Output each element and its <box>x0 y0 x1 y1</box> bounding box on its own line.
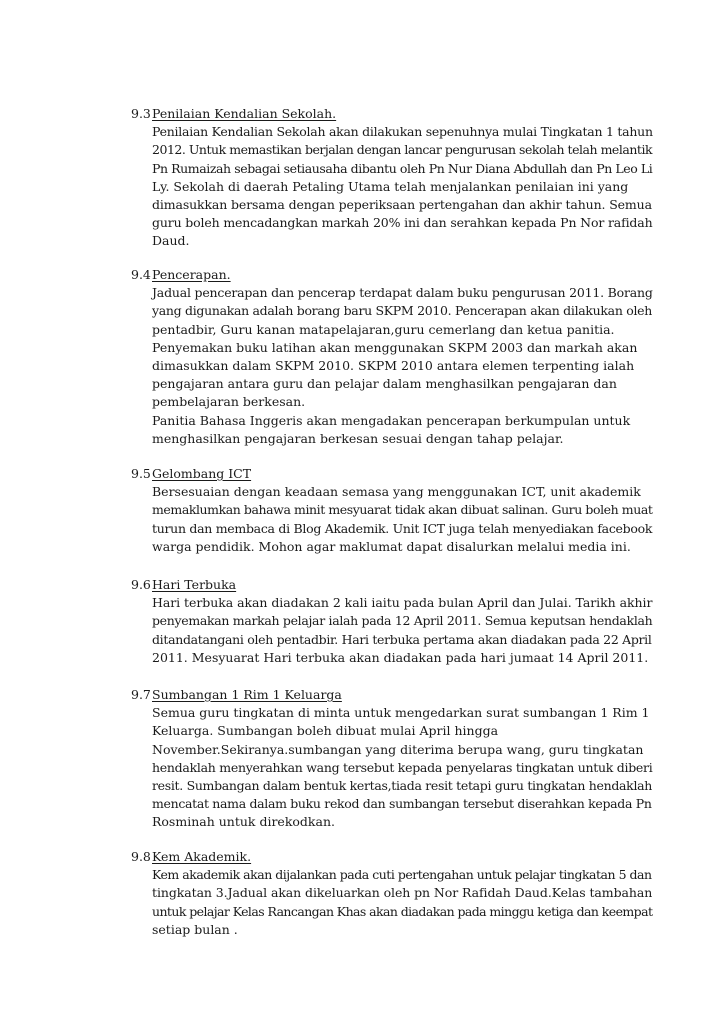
paragraph-line: Daud. <box>152 233 190 249</box>
paragraph-line: pembelajaran berkesan. <box>152 394 306 410</box>
section-9-8 <box>131 848 651 939</box>
paragraph-line: pengajaran antara guru dan pelajar dalam menghasilkan pengajaran dan <box>152 376 617 392</box>
paragraph-line: Semua guru tingkatan di minta untuk mengedarkan surat sumbangan 1 Rim 1 <box>152 705 650 721</box>
paragraph-line: Keluarga. Sumbangan boleh dibuat mulai April hingga <box>152 723 499 739</box>
paragraph-line: turun dan membaca di Blog Akademik. Unit ICT juga telah menyediakan facebook <box>152 520 653 536</box>
paragraph-line: dimasukkan dalam SKPM 2010. SKPM 2010 antara elemen terpenting ialah <box>152 358 635 374</box>
section-number: 9.6 <box>131 577 151 592</box>
section-body <box>152 576 651 667</box>
paragraph-line: memaklumkan bahawa minit mesyuarat tidak akan dibuat salinan. Guru boleh muat <box>152 502 653 518</box>
section-number: 9.7 <box>131 687 151 702</box>
paragraph-line: Pn Rumaizah sebagai setiausaha dibantu oleh Pn Nur Diana Abdullah dan Pn Leo Li <box>152 160 653 176</box>
paragraph-line: Bersesuaian dengan keadaan semasa yang menggunakan ICT, unit akademik <box>152 484 641 500</box>
section-9-6 <box>131 576 651 667</box>
paragraph-line: November.Sekiranya.sumbangan yang diterima berupa wang, guru tingkatan <box>152 741 644 757</box>
paragraph-line: warga pendidik. Mohon agar maklumat dapat disalurkan melalui media ini. <box>152 538 631 554</box>
paragraph-line: guru boleh mencadangkan markah 20% ini dan serahkan kepada Pn Nor rafidah <box>152 215 653 231</box>
paragraph-line: yang digunakan adalah borang baru SKPM 2010. Pencerapan akan dilakukan oleh <box>152 303 652 319</box>
section-9-4 <box>131 266 651 448</box>
section-body <box>152 686 651 832</box>
paragraph-line: Penyemakan buku latihan akan menggunakan SKPM 2003 dan markah akan <box>152 339 638 355</box>
paragraph-line: Jadual pencerapan dan pencerap terdapat dalam buku pengurusan 2011. Borang <box>152 285 653 301</box>
section-heading: Pencerapan. <box>152 267 231 282</box>
paragraph-line: untuk pelajar Kelas Rancangan Khas akan diadakan pada minggu ketiga dan keempat <box>152 903 653 919</box>
paragraph-line: pentadbir, Guru kanan matapelajaran,guru cemerlang dan ketua panitia. <box>152 321 615 337</box>
section-heading: Gelombang ICT <box>152 466 252 481</box>
section-heading: Hari Terbuka <box>152 577 237 592</box>
section-body <box>152 105 651 251</box>
section-number: 9.8 <box>131 849 151 864</box>
section-heading: Penilaian Kendalian Sekolah. <box>152 106 337 121</box>
paragraph-line: Hari terbuka akan diadakan 2 kali iaitu pada bulan April dan Julai. Tarikh akhir <box>152 595 653 611</box>
paragraph-line: tingkatan 3.Jadual akan dikeluarkan oleh pn Nor Rafidah Daud.Kelas tambahan <box>152 885 653 901</box>
section-number: 9.4 <box>131 267 151 282</box>
section-heading: Kem Akademik. <box>152 849 252 864</box>
paragraph-line: setiap bulan . <box>152 921 238 937</box>
section-body <box>152 848 651 939</box>
section-number: 9.3 <box>131 106 151 121</box>
paragraph-line: Kem akademik akan dijalankan pada cuti pertengahan untuk pelajar tingkatan 5 dan <box>152 867 652 883</box>
section-9-3 <box>131 105 651 251</box>
section-9-5 <box>131 465 651 556</box>
section-body <box>152 465 651 556</box>
paragraph-line: Rosminah untuk direkodkan. <box>152 814 335 830</box>
paragraph-line: menghasilkan pengajaran berkesan sesuai dengan tahap pelajar. <box>152 430 564 446</box>
section-9-7 <box>131 686 651 832</box>
paragraph-line: mencatat nama dalam buku rekod dan sumbangan tersebut diserahkan kepada Pn <box>152 796 652 812</box>
paragraph-line: Ly. Sekolah di daerah Petaling Utama telah menjalankan penilaian ini yang <box>152 178 629 194</box>
paragraph-line: 2012. Untuk memastikan berjalan dengan lancar pengurusan sekolah telah melantik <box>152 142 653 158</box>
paragraph-line: dimasukkan bersama dengan peperiksaan pertengahan dan akhir tahun. Semua <box>152 197 652 213</box>
paragraph-line: Penilaian Kendalian Sekolah akan dilakukan sepenuhnya mulai Tingkatan 1 tahun <box>152 124 653 140</box>
paragraph-line: Panitia Bahasa Inggeris akan mengadakan pencerapan berkumpulan untuk <box>152 412 631 428</box>
paragraph-line: resit. Sumbangan dalam bentuk kertas,tiada resit tetapi guru tingkatan hendaklah <box>152 778 653 794</box>
paragraph-line: penyemakan markah pelajar ialah pada 12 April 2011. Semua keputsan hendaklah <box>152 613 653 629</box>
paragraph-line: ditandatangani oleh pentadbir. Hari terbuka pertama akan diadakan pada 22 April <box>152 631 652 647</box>
section-number: 9.5 <box>131 466 151 481</box>
section-body <box>152 266 651 448</box>
paragraph-line: hendaklah menyerahkan wang tersebut kepada penyelaras tingkatan untuk diberi <box>152 759 653 775</box>
section-heading: Sumbangan 1 Rim 1 Keluarga <box>152 687 342 702</box>
paragraph-line: 2011. Mesyuarat Hari terbuka akan diadakan pada hari jumaat 14 April 2011. <box>152 649 649 665</box>
